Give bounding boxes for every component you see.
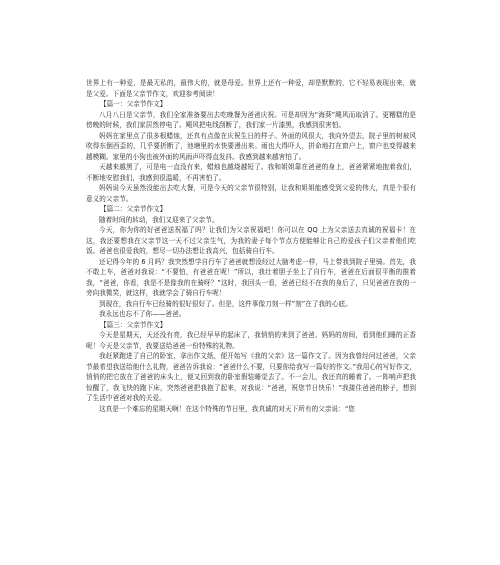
section-heading: 【篇二：父亲节作文】 [100, 205, 167, 213]
paragraph: 妈妈在家里点了很多根蜡烛，还真有点像在庆祝生日的样子。外面的风很大，我向外望去，院子里的树被风吹得东倒西歪的，几乎要折断了，池塘里的水快要漫出来。雨也大得吓人，拼命地打在窗户上，窗户也变得越来越模糊。家里的小狗也被外面的风雨声吓得直发抖。我感到越来越害怕了。 [86, 131, 416, 161]
paragraph: 我赶紧跑进了自己的卧室，拿出作文纸，便开始写《我的父亲》这一篇作文了。因为我曾经问过爸爸，父亲节最希望我送给他什么礼物，爸爸告诉我说：“爸爸什么不要，只要你给我写一篇好的作文。”我用心的写好作文，悄悄的把它放在了爸爸的床头上，便又回到我的卧室假装睡觉去了。不一会儿，我还真的睡着了。一阵响声把我惊醒了，我飞快的跑下床，突然爸爸把我抱了起来，对我说：“爸爸，祝您节日快乐！”我搂住爸爸的脖子，想到了生活中爸爸对我的关爱。 [86, 352, 416, 402]
article-body [86, 78, 416, 414]
paragraph: 还记得今年的 6 月吗？我突然想学自行车了爸爸就想没经过大脑考虑一样，马上带我到院子里骑。首先，我不敢上车，爸爸对我说：“不要怕，有爸爸在呢！”所以，我壮着胆子坐上了自行车，爸爸在后面很平衡的推着我，“爸爸，你看，我是不是像我的在骑呀？”这时，我回头一看，爸爸已经不在我的身后了，只见爸爸在我的一旁向我微笑，就这样，我就学会了骑自行车呢！ [86, 257, 416, 297]
paragraph: 我永远也忘不了你——爸爸。 [99, 310, 186, 318]
paragraph: 妈妈说今天虽然没能出去吃大餐，可是今天的父亲节很特别，让我和姐姐能感受到父爱的伟大，真是个很有意义的父亲节。 [86, 184, 416, 203]
section-heading: 【篇三：父亲节作文】 [100, 320, 167, 329]
paragraph: 到现在，我自行车已经骑的很好很好了。但是，这件事像刀刻一样”刻”在了我的心底。 [99, 299, 352, 308]
paragraph: 这真是一个难忘的星期天啊！在这个特殊的节日里，我真诚的对天下所有的父亲说：“您 [99, 404, 355, 413]
paragraph: 天越来越黑了，可是电一直没有来，蜡烛也越烧越短了。我和姐姐靠在爸爸的身上，爸爸紧紧地抱着我们，不断地安慰我们，我感到很温暖，不再害怕了。 [86, 163, 416, 182]
section-heading: 【篇一：父亲节作文】 [100, 100, 167, 108]
paragraph: 世界上有一种爱，是最无私的，最伟大的，就是母爱。世界上还有一种爱，却是默默的，它不轻易表现出来，就是父爱。下面是父亲节作文，欢迎参考阅读！ [86, 79, 416, 98]
paragraph: 随着时间的转动，我们又迎来了父亲节。 [99, 215, 219, 224]
paragraph: 今天是星期天，天还没有亮，我已经早早的起床了，我悄悄的来到了爸爸、妈妈的房间，看到他们睡的正香呢！今天是父亲节，我要送给爸爸一份特殊的礼物。 [86, 331, 416, 350]
paragraph: 今天，你为你的好爸爸送祝福了吗？让我们为父亲祝福吧！你可以在 QQ 上为父亲送去真诚的祝福卡！在这，我还要想我在父亲节这一天不过父亲生气，为我的妻子每个节点方便能够让自己的爱孩子们父亲着他们吃饭。爸爸也很爱我的，想尽一切办法想让我高兴，包括骑自行车。 [86, 226, 416, 255]
paragraph: 八月八日是父亲节，我们全家准备要出去吃晚餐为爸爸庆祝。可是却因为“海葵”飓风而取消了。更糟糕的是傍晚的时候，我们家居然停电了。飓风把电线刮断了，我们家一片漆黑，我感到很害怕。 [86, 110, 416, 129]
